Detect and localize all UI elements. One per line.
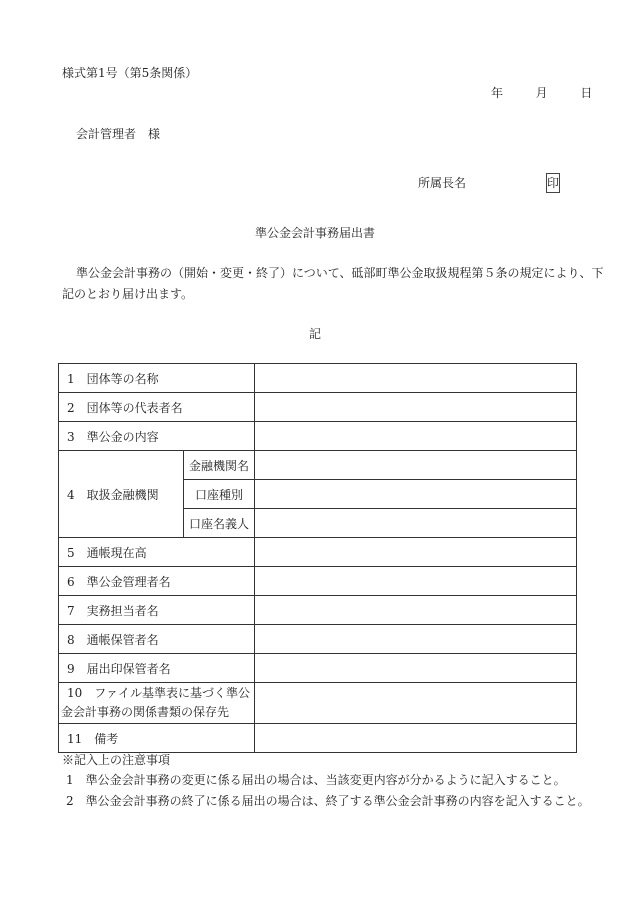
table-row <box>59 393 577 422</box>
row-label-remarks: 11 備考 <box>59 724 255 753</box>
table-row <box>59 654 577 683</box>
table-row <box>59 567 577 596</box>
row-label-seal-keeper: 9 届出印保管者名 <box>59 654 255 683</box>
ki-heading: 記 <box>308 327 321 341</box>
row-label-financial-institution: 4 取扱金融機関 <box>59 451 184 538</box>
applicant-label: 所属長名 <box>418 176 467 190</box>
table-row <box>59 596 577 625</box>
value-cell[interactable] <box>255 509 577 538</box>
notes-heading: ※記入上の注意事項 <box>62 753 171 767</box>
note-item-1: 1 準公金会計事務の変更に係る届出の場合は、当該変更内容が分かるように記入すること。 <box>66 773 566 787</box>
row-label-passbook-keeper: 8 通帳保管者名 <box>59 625 255 654</box>
storage-label-line-1: 10 ファイル基準表に基づく準公 <box>67 686 251 700</box>
seal-box: 印 <box>546 173 560 193</box>
value-cell[interactable] <box>255 567 577 596</box>
row-label-fund-manager: 6 準公金管理者名 <box>59 567 255 596</box>
date-year: 年 <box>491 86 504 100</box>
row-label-staff: 7 実務担当者名 <box>59 596 255 625</box>
table-row <box>59 451 577 480</box>
value-cell[interactable] <box>255 393 577 422</box>
value-cell[interactable] <box>255 724 577 753</box>
document-title: 準公金会計事務届出書 <box>254 226 375 240</box>
value-cell[interactable] <box>255 422 577 451</box>
value-cell[interactable] <box>255 364 577 393</box>
table-row <box>59 538 577 567</box>
date-line <box>491 85 592 101</box>
row-label-storage-location <box>59 683 255 724</box>
table-row <box>59 683 577 724</box>
row-label-group-name: 1 団体等の名称 <box>59 364 255 393</box>
addressee: 会計管理者 様 <box>76 127 161 141</box>
storage-label-line-2: 金会計事務の関係書類の保存先 <box>61 705 230 719</box>
date-day: 日 <box>580 86 593 100</box>
row-label-passbook-balance: 5 通帳現在高 <box>59 538 255 567</box>
note-item-2: 2 準公金会計事務の終了に係る届出の場合は、終了する準公金会計事務の内容を記入すること。 <box>66 794 590 808</box>
table-row <box>59 625 577 654</box>
form-number: 様式第1号（第5条関係） <box>62 66 198 80</box>
value-cell[interactable] <box>255 683 577 724</box>
value-cell[interactable] <box>255 480 577 509</box>
row-label-representative: 2 団体等の代表者名 <box>59 393 255 422</box>
body-line-1: 準公金会計事務の（開始・変更・終了）について、砥部町準公金取扱規程第５条の規定により、下 <box>76 266 604 280</box>
value-cell[interactable] <box>255 654 577 683</box>
row-label-fund-content: 3 準公金の内容 <box>59 422 255 451</box>
details-table <box>58 363 577 753</box>
table-row <box>59 422 577 451</box>
value-cell[interactable] <box>255 538 577 567</box>
sub-label-bank-name: 金融機関名 <box>184 451 255 480</box>
body-line-2: 記のとおり届け出ます。 <box>62 287 194 301</box>
sub-label-account-holder: 口座名義人 <box>184 509 255 538</box>
table-row <box>59 364 577 393</box>
value-cell[interactable] <box>255 451 577 480</box>
value-cell[interactable] <box>255 596 577 625</box>
sub-label-account-type: 口座種別 <box>184 480 255 509</box>
date-month: 月 <box>535 86 548 100</box>
table-row <box>59 724 577 753</box>
value-cell[interactable] <box>255 625 577 654</box>
